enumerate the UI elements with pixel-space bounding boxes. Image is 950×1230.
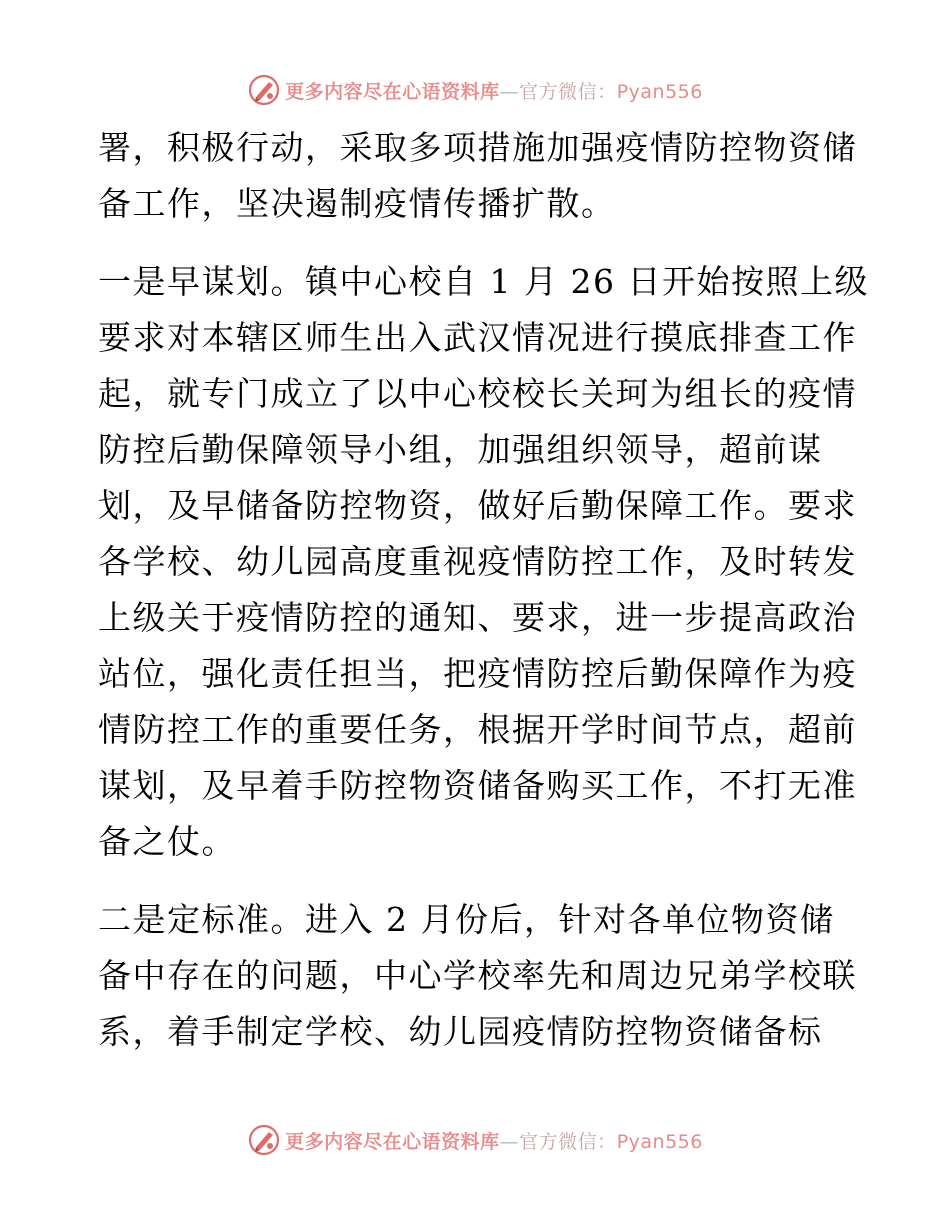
- text-line: 谋划，及早着手防控物资储备购买工作，不打无准: [98, 766, 857, 805]
- text-line: 划，及早储备防控物资，做好后勤保障工作。要求: [98, 486, 857, 525]
- watermark-wechat-label: 官方微信：: [519, 1130, 617, 1153]
- text-line: 要求对本辖区师生出入武汉情况进行摸底排查工作: [98, 318, 857, 357]
- watermark-main: 更多内容尽在心语资料库: [285, 1130, 500, 1153]
- watermark-text: [285, 1127, 703, 1154]
- paragraph: [98, 120, 858, 232]
- document-body: [98, 120, 869, 1060]
- text-line: 系，着手制定学校、幼儿园疫情防控物资储备标: [98, 1012, 823, 1051]
- text-line: 防控后勤保障领导小组，加强组织领导，超前谋: [98, 430, 823, 469]
- logo-icon: [247, 73, 281, 107]
- watermark-separator: —: [499, 80, 520, 103]
- text-line: 署，积极行动，采取多项措施加强疫情防控物资储: [98, 128, 857, 167]
- text-line: 二是定标准。进入 2 月份后，针对各单位物资储: [98, 900, 835, 939]
- text-line: 站位，强化责任担当，把疫情防控后勤保障作为疫: [98, 654, 857, 693]
- watermark-separator: —: [499, 1130, 520, 1153]
- header-watermark: [0, 70, 950, 110]
- text-line: 备中存在的问题，中心学校率先和周边兄弟学校联: [98, 956, 857, 995]
- paragraph-gap: [98, 232, 858, 254]
- watermark-wechat-id: Pyan556: [616, 1130, 703, 1153]
- text-line: 起，就专门成立了以中心校校长关珂为组长的疫情: [98, 374, 857, 413]
- text-line: 一是早谋划。镇中心校自 1 月 26 日开始按照上级: [98, 262, 869, 301]
- text-line: 情防控工作的重要任务，根据开学时间节点，超前: [98, 710, 857, 749]
- watermark-wechat-id: Pyan556: [616, 80, 703, 103]
- paragraph: [98, 892, 858, 1060]
- watermark-main: 更多内容尽在心语资料库: [285, 80, 500, 103]
- text-line: 上级关于疫情防控的通知、要求，进一步提高政治: [98, 598, 857, 637]
- footer-watermark: [0, 1120, 950, 1160]
- watermark-text: [285, 77, 703, 104]
- paragraph-gap: [98, 870, 858, 892]
- watermark-wechat-label: 官方微信：: [519, 80, 617, 103]
- text-line: 备之仗。: [98, 822, 236, 861]
- text-line: 备工作，坚决遏制疫情传播扩散。: [98, 184, 616, 223]
- logo-icon: [247, 1123, 281, 1157]
- text-line: 各学校、幼儿园高度重视疫情防控工作，及时转发: [98, 542, 857, 581]
- paragraph: [98, 254, 869, 870]
